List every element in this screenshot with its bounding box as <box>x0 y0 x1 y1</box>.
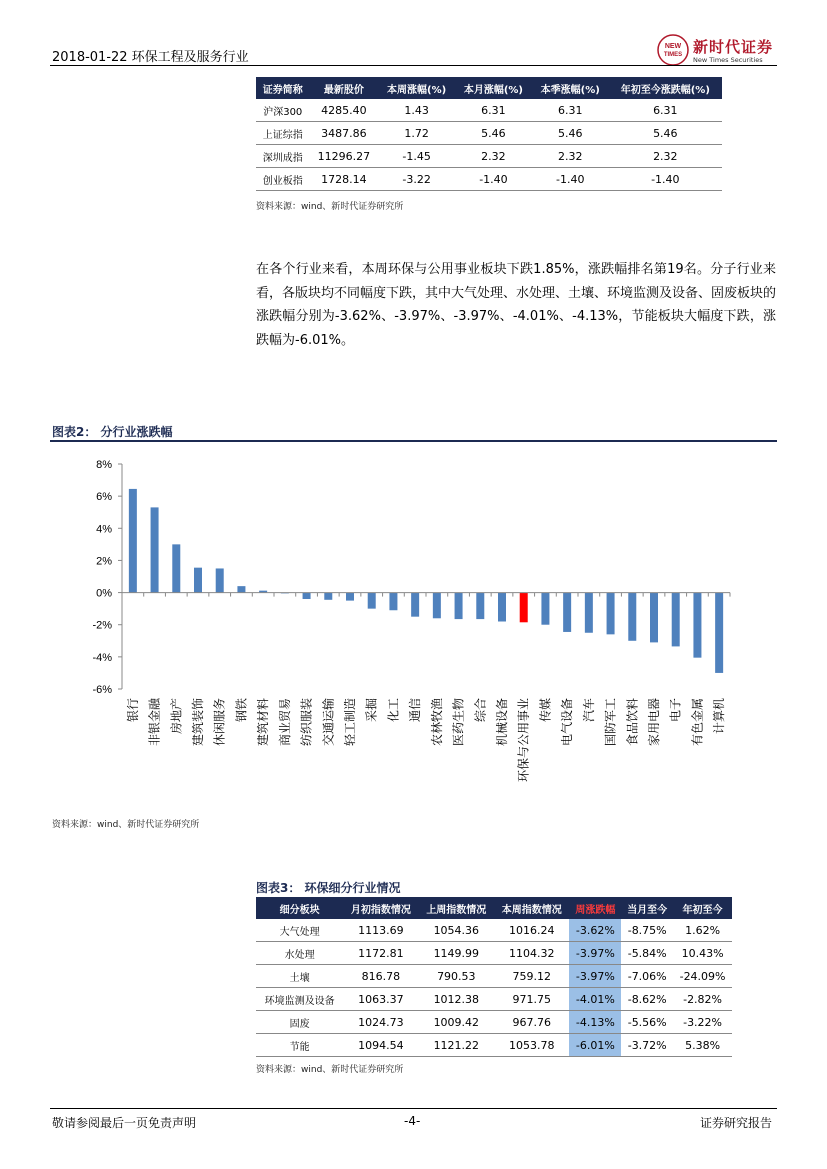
row-label: 创业板指 <box>256 168 310 191</box>
column-header: 周涨跌幅 <box>569 897 621 919</box>
table-row <box>256 1034 732 1057</box>
bar <box>216 568 224 592</box>
market-index-table <box>256 77 722 191</box>
bar <box>303 593 311 599</box>
x-tick-label: 农林牧渔 <box>429 698 444 747</box>
column-header: 当月至今 <box>621 897 673 919</box>
column-header: 年初至今涨跌幅(%) <box>609 77 722 99</box>
x-tick-label: 电气设备 <box>560 698 575 747</box>
x-tick-label: 纺织服装 <box>299 698 314 747</box>
bar <box>368 593 376 609</box>
row-label: 沪深300 <box>256 99 310 122</box>
x-tick-label: 房地产 <box>169 698 184 735</box>
table-cell: 6.31 <box>455 99 532 122</box>
y-tick-label: -2% <box>92 619 112 632</box>
table-cell: -3.22% <box>673 1011 732 1034</box>
logo-mark-icon <box>655 33 691 67</box>
table-cell: -5.56% <box>621 1011 673 1034</box>
logo-subtext: New Times Securities <box>693 56 763 64</box>
row-label: 环境监测及设备 <box>256 988 343 1011</box>
x-tick-label: 通信 <box>408 698 423 723</box>
table-cell: 1149.99 <box>419 942 494 965</box>
row-label: 深圳成指 <box>256 145 310 168</box>
table-cell: 2.32 <box>532 145 609 168</box>
x-tick-label: 采掘 <box>364 698 379 723</box>
table-cell: 5.46 <box>609 122 722 145</box>
table-cell: 1.72 <box>378 122 455 145</box>
company-logo <box>655 33 785 67</box>
x-tick-label: 银行 <box>125 698 140 723</box>
x-tick-label: 商业贸易 <box>277 698 292 747</box>
table-row <box>256 122 722 145</box>
bar <box>172 544 180 592</box>
x-tick-label: 非银金融 <box>147 698 162 747</box>
x-tick-label: 综合 <box>473 698 488 723</box>
table-cell: 1104.32 <box>494 942 569 965</box>
source-note-3: 资料来源：wind、新时代证券研究所 <box>256 1065 404 1075</box>
row-label: 节能 <box>256 1034 343 1057</box>
bar <box>324 593 332 600</box>
table-cell: -1.40 <box>455 168 532 191</box>
x-tick-label: 有色金属 <box>690 698 705 747</box>
table-cell: 1009.42 <box>419 1011 494 1034</box>
x-tick-label: 钢铁 <box>234 698 249 723</box>
bar <box>563 593 571 632</box>
table-cell: 1016.24 <box>494 919 569 942</box>
bar <box>607 593 615 635</box>
sub-sector-table <box>256 897 732 1057</box>
table-cell: 2.32 <box>455 145 532 168</box>
footer-divider <box>50 1108 777 1109</box>
table-cell: -3.62% <box>569 919 621 942</box>
column-header: 本月涨幅(%) <box>455 77 532 99</box>
table-row <box>256 99 722 122</box>
row-label: 上证综指 <box>256 122 310 145</box>
table-cell: 759.12 <box>494 965 569 988</box>
y-tick-label: 2% <box>96 555 112 568</box>
x-tick-label: 化工 <box>386 698 401 723</box>
table-row <box>256 145 722 168</box>
table-cell: -5.84% <box>621 942 673 965</box>
table-cell: -1.40 <box>532 168 609 191</box>
table-cell: 4285.40 <box>310 99 379 122</box>
figure2-divider <box>50 440 777 442</box>
table-row <box>256 1011 732 1034</box>
table-cell: -2.82% <box>673 988 732 1011</box>
table-cell: -8.75% <box>621 919 673 942</box>
row-label: 土壤 <box>256 965 343 988</box>
table-cell: -6.01% <box>569 1034 621 1057</box>
table-cell: 10.43% <box>673 942 732 965</box>
table-cell: 2.32 <box>609 145 722 168</box>
bar <box>433 593 441 619</box>
bar <box>628 593 636 641</box>
column-header: 证券简称 <box>256 77 310 99</box>
table-cell: -3.97% <box>569 942 621 965</box>
bar <box>346 593 354 601</box>
table-cell: 1.43 <box>378 99 455 122</box>
table-cell: -4.13% <box>569 1011 621 1034</box>
y-tick-label: -4% <box>92 651 112 664</box>
bar <box>194 568 202 593</box>
column-header: 本季涨幅(%) <box>532 77 609 99</box>
column-header: 上周指数情况 <box>419 897 494 919</box>
x-tick-label: 家用电器 <box>647 698 661 747</box>
footer-disclaimer: 敬请参阅最后一页免责声明 <box>52 1116 197 1130</box>
bar <box>520 593 528 623</box>
table-cell: 1024.73 <box>343 1011 418 1034</box>
x-tick-label: 医药生物 <box>451 698 466 747</box>
bar <box>672 593 680 647</box>
x-tick-label: 传媒 <box>538 698 553 723</box>
bar <box>715 593 723 673</box>
table-cell: 1063.37 <box>343 988 418 1011</box>
table-cell: -3.22 <box>378 168 455 191</box>
table-row <box>256 988 732 1011</box>
table-cell: -1.40 <box>609 168 722 191</box>
table-cell: 790.53 <box>419 965 494 988</box>
table-cell: -3.97% <box>569 965 621 988</box>
x-tick-label: 交通运输 <box>321 698 336 747</box>
bar <box>237 586 245 592</box>
bar <box>129 489 137 593</box>
bar <box>389 593 397 611</box>
bar <box>498 593 506 622</box>
column-header: 最新股价 <box>310 77 379 99</box>
table-cell: 967.76 <box>494 1011 569 1034</box>
table-cell: 1054.36 <box>419 919 494 942</box>
x-tick-label: 食品饮料 <box>625 698 640 747</box>
table-cell: -24.09% <box>673 965 732 988</box>
table-row <box>256 965 732 988</box>
x-tick-label: 建筑装饰 <box>191 698 205 747</box>
svg-text:NEW: NEW <box>664 43 682 50</box>
bar <box>151 507 159 592</box>
industry-change-chart <box>50 446 777 806</box>
footer-report-type: 证券研究报告 <box>700 1116 773 1130</box>
bar <box>541 593 549 625</box>
body-paragraph: 在各个行业来看，本周环保与公用事业板块下跌1.85%，涨跌幅排名第19名。分子行业来看，各版块均不同幅度下跌，其中大气处理、水处理、土壤、环境监测及设备、固废板块的涨跌幅分别为-3.62%、-3.97%、-3.97%、-4.01%、-4.13%，节能板块大幅度下跌，涨跌幅为-6.01%。 <box>256 262 777 348</box>
x-tick-label: 计算机 <box>712 698 727 735</box>
column-header: 年初至今 <box>673 897 732 919</box>
header-title: 2018-01-22 环保工程及服务行业 <box>52 50 249 65</box>
table-cell: 1012.38 <box>419 988 494 1011</box>
table-cell: 1053.78 <box>494 1034 569 1057</box>
table-cell: -3.72% <box>621 1034 673 1057</box>
column-header: 细分板块 <box>256 897 343 919</box>
bar <box>585 593 593 633</box>
logo-text: 新时代证券 <box>693 38 774 56</box>
table-row <box>256 168 722 191</box>
bar <box>650 593 658 643</box>
x-tick-label: 汽车 <box>581 698 596 723</box>
bar <box>411 593 419 617</box>
table-cell: 3487.86 <box>310 122 379 145</box>
x-tick-label: 轻工制造 <box>343 698 357 747</box>
row-label: 水处理 <box>256 942 343 965</box>
column-header: 本周涨幅(%) <box>378 77 455 99</box>
table-cell: 6.31 <box>609 99 722 122</box>
x-tick-label: 电子 <box>668 698 683 723</box>
y-tick-label: 0% <box>96 587 112 600</box>
x-tick-label: 国防军工 <box>603 698 618 747</box>
page-number: -4- <box>404 1114 421 1128</box>
table-cell: 971.75 <box>494 988 569 1011</box>
table-row <box>256 942 732 965</box>
source-note-2: 资料来源：wind、新时代证券研究所 <box>52 820 200 830</box>
table-cell: 1.62% <box>673 919 732 942</box>
table-cell: -8.62% <box>621 988 673 1011</box>
x-tick-label: 建筑材料 <box>256 698 271 747</box>
y-tick-label: 8% <box>96 459 112 471</box>
bar <box>693 593 701 658</box>
table-cell: 1121.22 <box>419 1034 494 1057</box>
bar <box>476 593 484 620</box>
table-cell: 1094.54 <box>343 1034 418 1057</box>
table-cell: -4.01% <box>569 988 621 1011</box>
table-cell: 1172.81 <box>343 942 418 965</box>
table-cell: -1.45 <box>378 145 455 168</box>
table-cell: 1728.14 <box>310 168 379 191</box>
column-header: 月初指数情况 <box>343 897 418 919</box>
table-cell: 6.31 <box>532 99 609 122</box>
figure3-title: 图表3： 环保细分行业情况 <box>256 881 401 895</box>
svg-text:TIMES: TIMES <box>663 52 683 58</box>
y-tick-label: 4% <box>96 523 112 536</box>
y-tick-label: 6% <box>96 491 112 504</box>
table-row <box>256 919 732 942</box>
x-tick-label: 环保与公用事业 <box>516 698 531 783</box>
column-header: 本周指数情况 <box>494 897 569 919</box>
x-tick-label: 休闲服务 <box>212 698 227 747</box>
header-divider <box>50 65 777 66</box>
table-cell: 5.38% <box>673 1034 732 1057</box>
row-label: 大气处理 <box>256 919 343 942</box>
bar <box>455 593 463 620</box>
table-cell: 11296.27 <box>310 145 379 168</box>
table-cell: 5.46 <box>455 122 532 145</box>
row-label: 固废 <box>256 1011 343 1034</box>
source-note-1: 资料来源：wind、新时代证券研究所 <box>256 202 404 212</box>
table-cell: 1113.69 <box>343 919 418 942</box>
figure2-title: 图表2： 分行业涨跌幅 <box>52 425 173 439</box>
y-tick-label: -6% <box>92 684 112 696</box>
table-cell: -7.06% <box>621 965 673 988</box>
table-cell: 816.78 <box>343 965 418 988</box>
x-tick-label: 机械设备 <box>495 698 509 747</box>
table-cell: 5.46 <box>532 122 609 145</box>
